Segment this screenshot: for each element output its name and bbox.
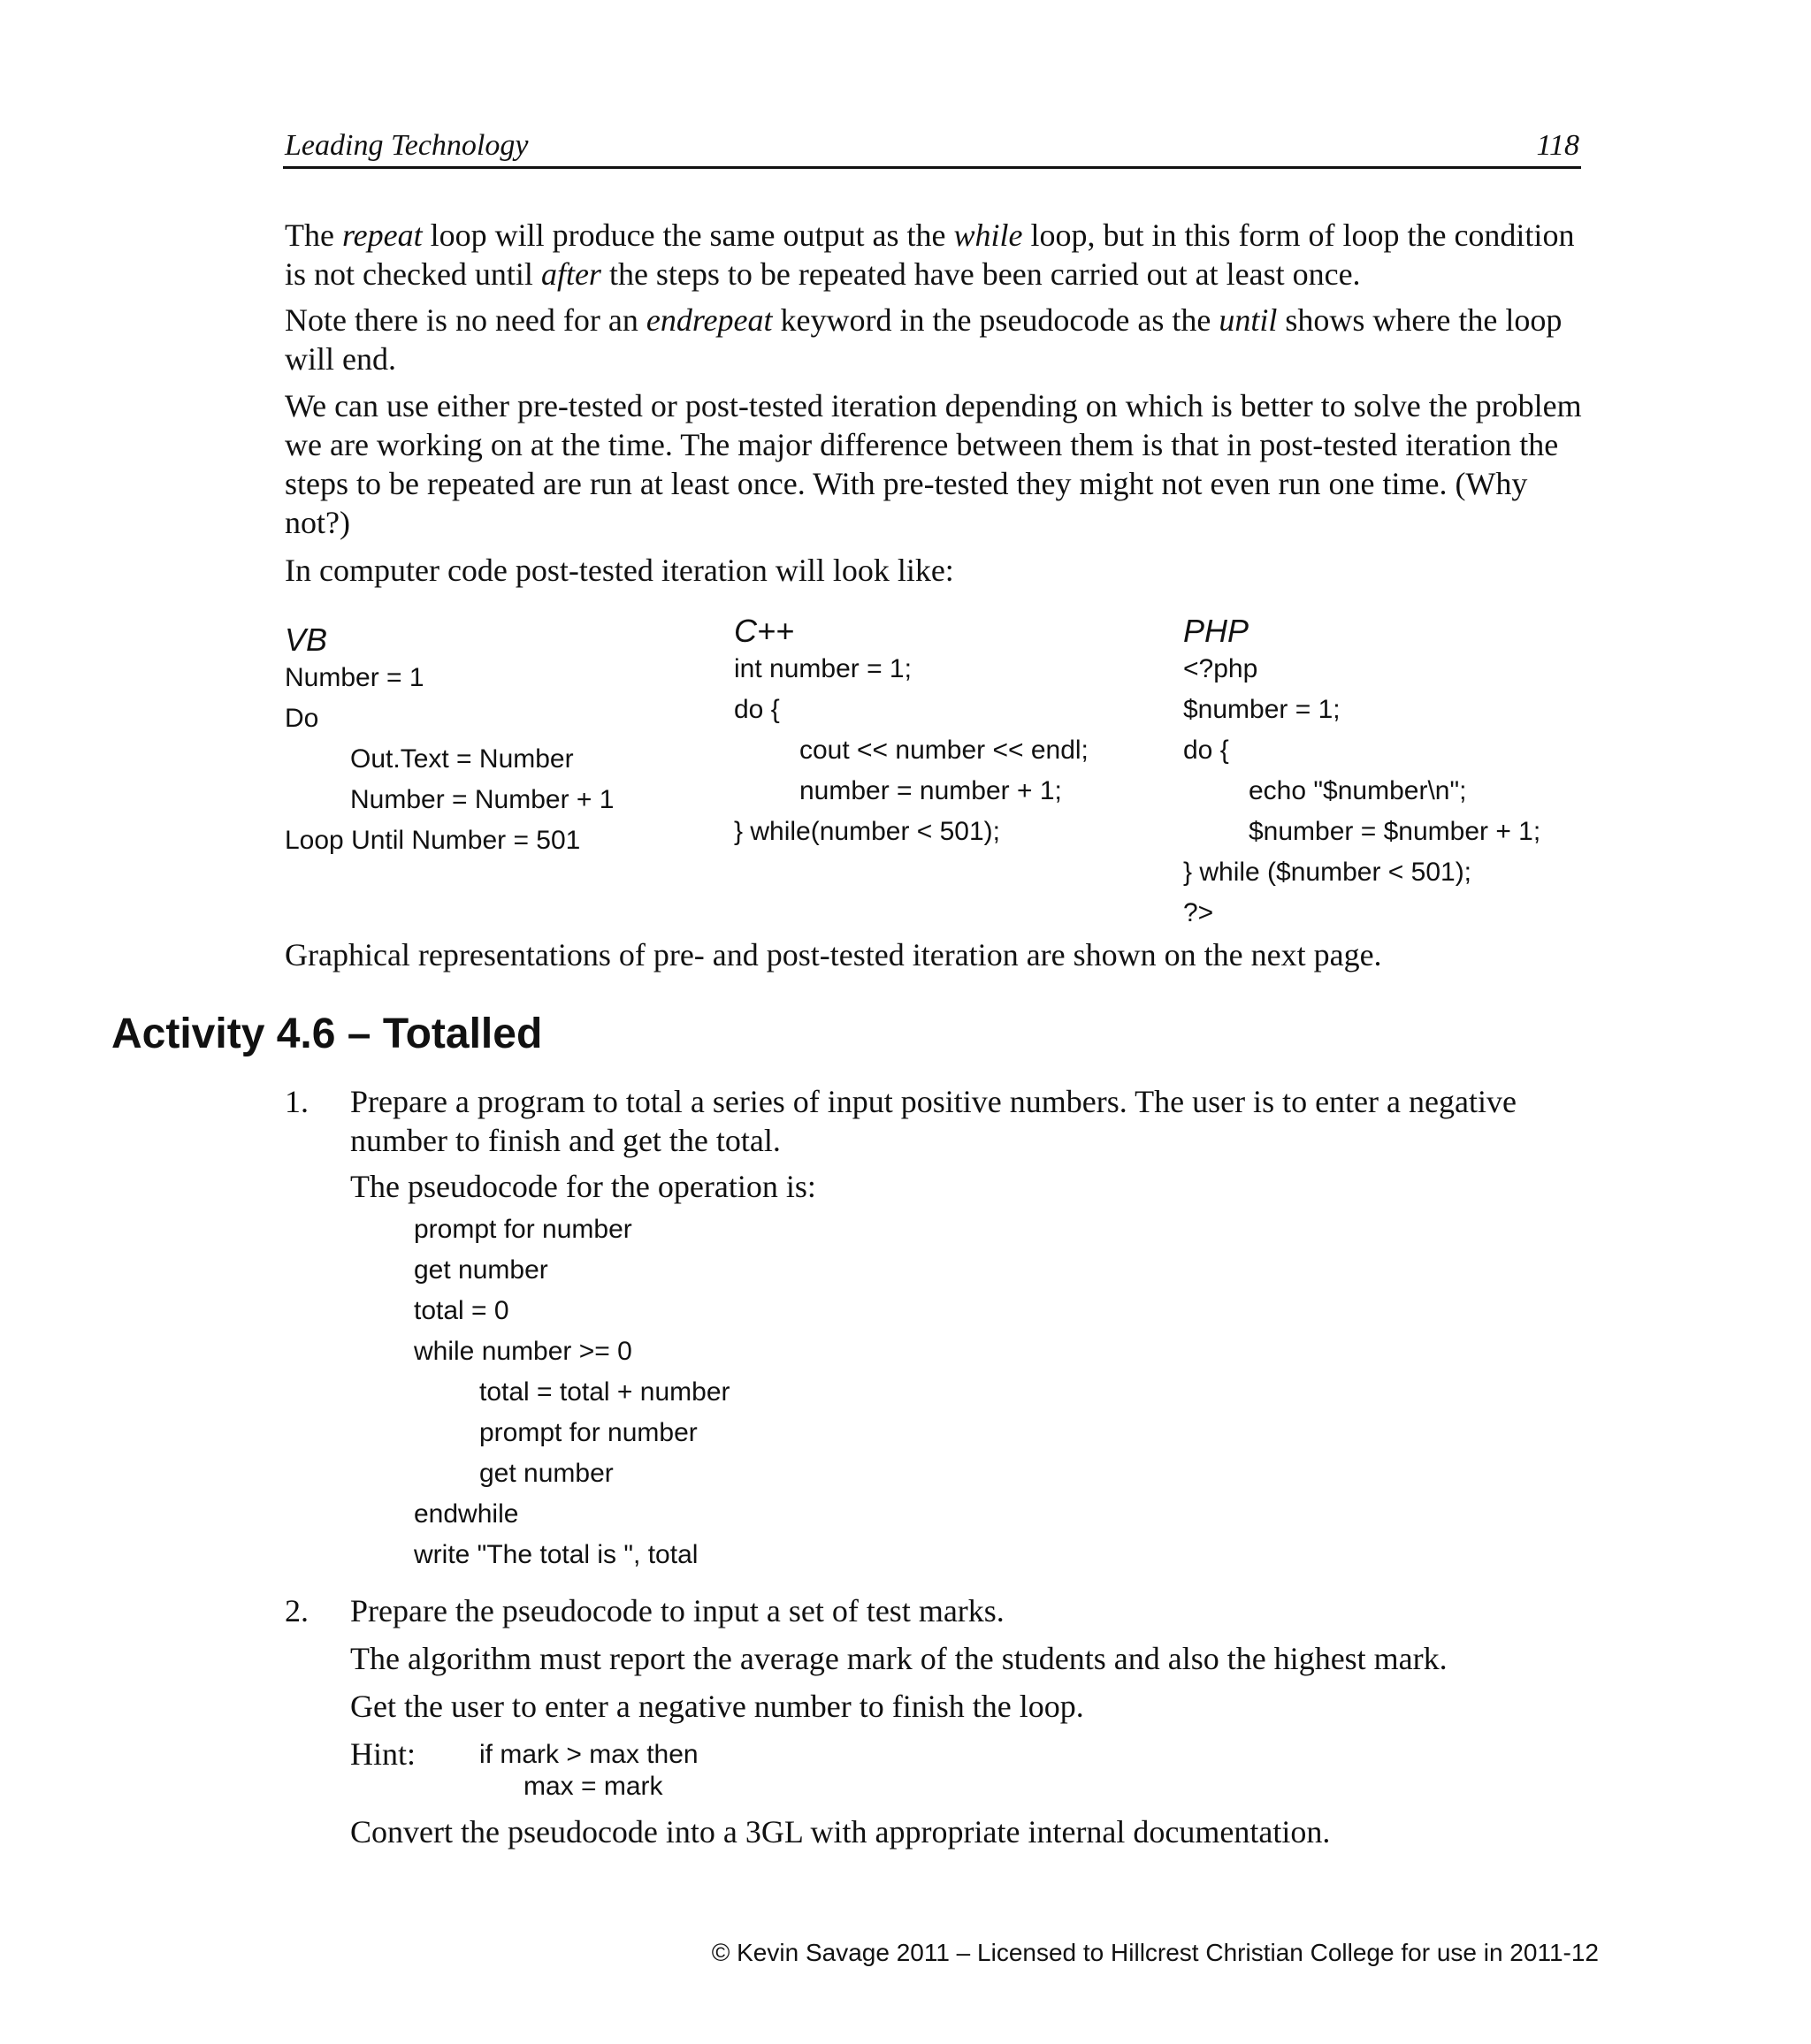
- pseudocode-block: [414, 1209, 730, 1575]
- code-line: <?php: [1183, 654, 1258, 683]
- item-2-line2: The algorithm must report the average mark of the students and also the highest mark.: [350, 1641, 1448, 1676]
- pseudocode-line: get number: [414, 1255, 548, 1285]
- item-1-text: Prepare a program to total a series of input positive numbers. The user is to enter a negative number to finish and get the total.: [350, 1084, 1517, 1158]
- code-line: Do: [285, 704, 319, 733]
- hint-line: if mark > max then: [479, 1740, 699, 1769]
- text-run: shows where the loop will end.: [285, 302, 1563, 377]
- paragraph-pre-post-tested: We can use either pre-tested or post-tested iteration depending on which is better to solve the problem we are working on at the time. The major difference between them is that in post-tested iteration the steps to be repeated are run at least once. With pre-tested they might not even run one time. (Why not?): [285, 388, 1582, 540]
- hint-label: Hint:: [350, 1736, 416, 1772]
- item-2-line4: Convert the pseudocode into a 3GL with appropriate internal documentation.: [350, 1814, 1331, 1850]
- pseudocode-line: write "The total is ", total: [414, 1540, 699, 1569]
- code-line: Number = 1: [285, 663, 424, 692]
- copyright-footer: © Kevin Savage 2011 – Licensed to Hillcrest Christian College for use in 2011-12: [711, 1939, 1599, 1966]
- text-run: keyword in the pseudocode as the: [772, 302, 1219, 338]
- code-title-cpp: C++: [734, 613, 795, 649]
- code-line: $number = $number + 1;: [1249, 817, 1541, 846]
- pseudocode-line: total = 0: [414, 1296, 509, 1325]
- code-column-php: [1183, 614, 1608, 934]
- pseudocode-line: endwhile: [414, 1499, 519, 1529]
- code-column-cpp: [734, 614, 1158, 852]
- code-line: cout << number << endl;: [799, 736, 1089, 765]
- running-header-title: Leading Technology: [285, 129, 529, 162]
- code-line: do {: [734, 695, 780, 724]
- activity-heading: Activity 4.6 – Totalled: [111, 1011, 543, 1057]
- text-run: loop, but in this form of loop the condition is not checked until: [285, 217, 1575, 292]
- pseudocode-line: while number >= 0: [414, 1337, 632, 1366]
- code-line: } while(number < 501);: [734, 817, 1000, 846]
- text-run: The: [285, 217, 342, 253]
- paragraph-endrepeat: [285, 301, 1585, 378]
- code-line: Loop Until Number = 501: [285, 826, 581, 855]
- code-line: $number = 1;: [1183, 695, 1341, 724]
- keyword-until: until: [1219, 302, 1278, 338]
- code-line: echo "$number\n";: [1249, 776, 1467, 805]
- pseudocode-line: prompt for number: [479, 1418, 698, 1447]
- keyword-while: while: [953, 217, 1023, 253]
- code-title-php: PHP: [1183, 613, 1249, 649]
- pseudocode-line: total = total + number: [479, 1377, 730, 1407]
- header-rule: [283, 166, 1581, 169]
- pseudocode-line: get number: [479, 1459, 614, 1488]
- keyword-repeat: repeat: [341, 217, 423, 253]
- item-2-line3: Get the user to enter a negative number to finish the loop.: [350, 1689, 1084, 1724]
- code-line: ?>: [1183, 898, 1214, 927]
- code-line: int number = 1;: [734, 654, 912, 683]
- code-line: } while ($number < 501);: [1183, 858, 1472, 887]
- item-number-2: 2.: [285, 1593, 309, 1628]
- item-2-text: Prepare the pseudocode to input a set of test marks.: [350, 1593, 1005, 1628]
- code-line: Out.Text = Number: [350, 744, 574, 774]
- keyword-endrepeat: endrepeat: [646, 302, 773, 338]
- code-line: Number = Number + 1: [350, 785, 615, 814]
- paragraph-code-intro: In computer code post-tested iteration will look like:: [285, 553, 954, 588]
- page-number: 118: [1536, 129, 1579, 162]
- code-title-vb: VB: [285, 622, 328, 658]
- text-run: loop will produce the same output as the: [422, 217, 954, 253]
- code-column-vb: [285, 622, 709, 861]
- keyword-after: after: [540, 256, 601, 292]
- hint-line: max = mark: [523, 1772, 663, 1801]
- item-number-1: 1.: [285, 1084, 309, 1119]
- item-1-intro: The pseudocode for the operation is:: [350, 1169, 816, 1204]
- text-run: Note there is no need for an: [285, 302, 646, 338]
- code-line: number = number + 1;: [799, 776, 1062, 805]
- paragraph-repeat-loop: [285, 216, 1585, 294]
- code-line: do {: [1183, 736, 1229, 765]
- pseudocode-line: prompt for number: [414, 1215, 632, 1244]
- text-run: the steps to be repeated have been carried out at least once.: [600, 256, 1361, 292]
- paragraph-graphical-reps: Graphical representations of pre- and post-tested iteration are shown on the next page.: [285, 937, 1382, 972]
